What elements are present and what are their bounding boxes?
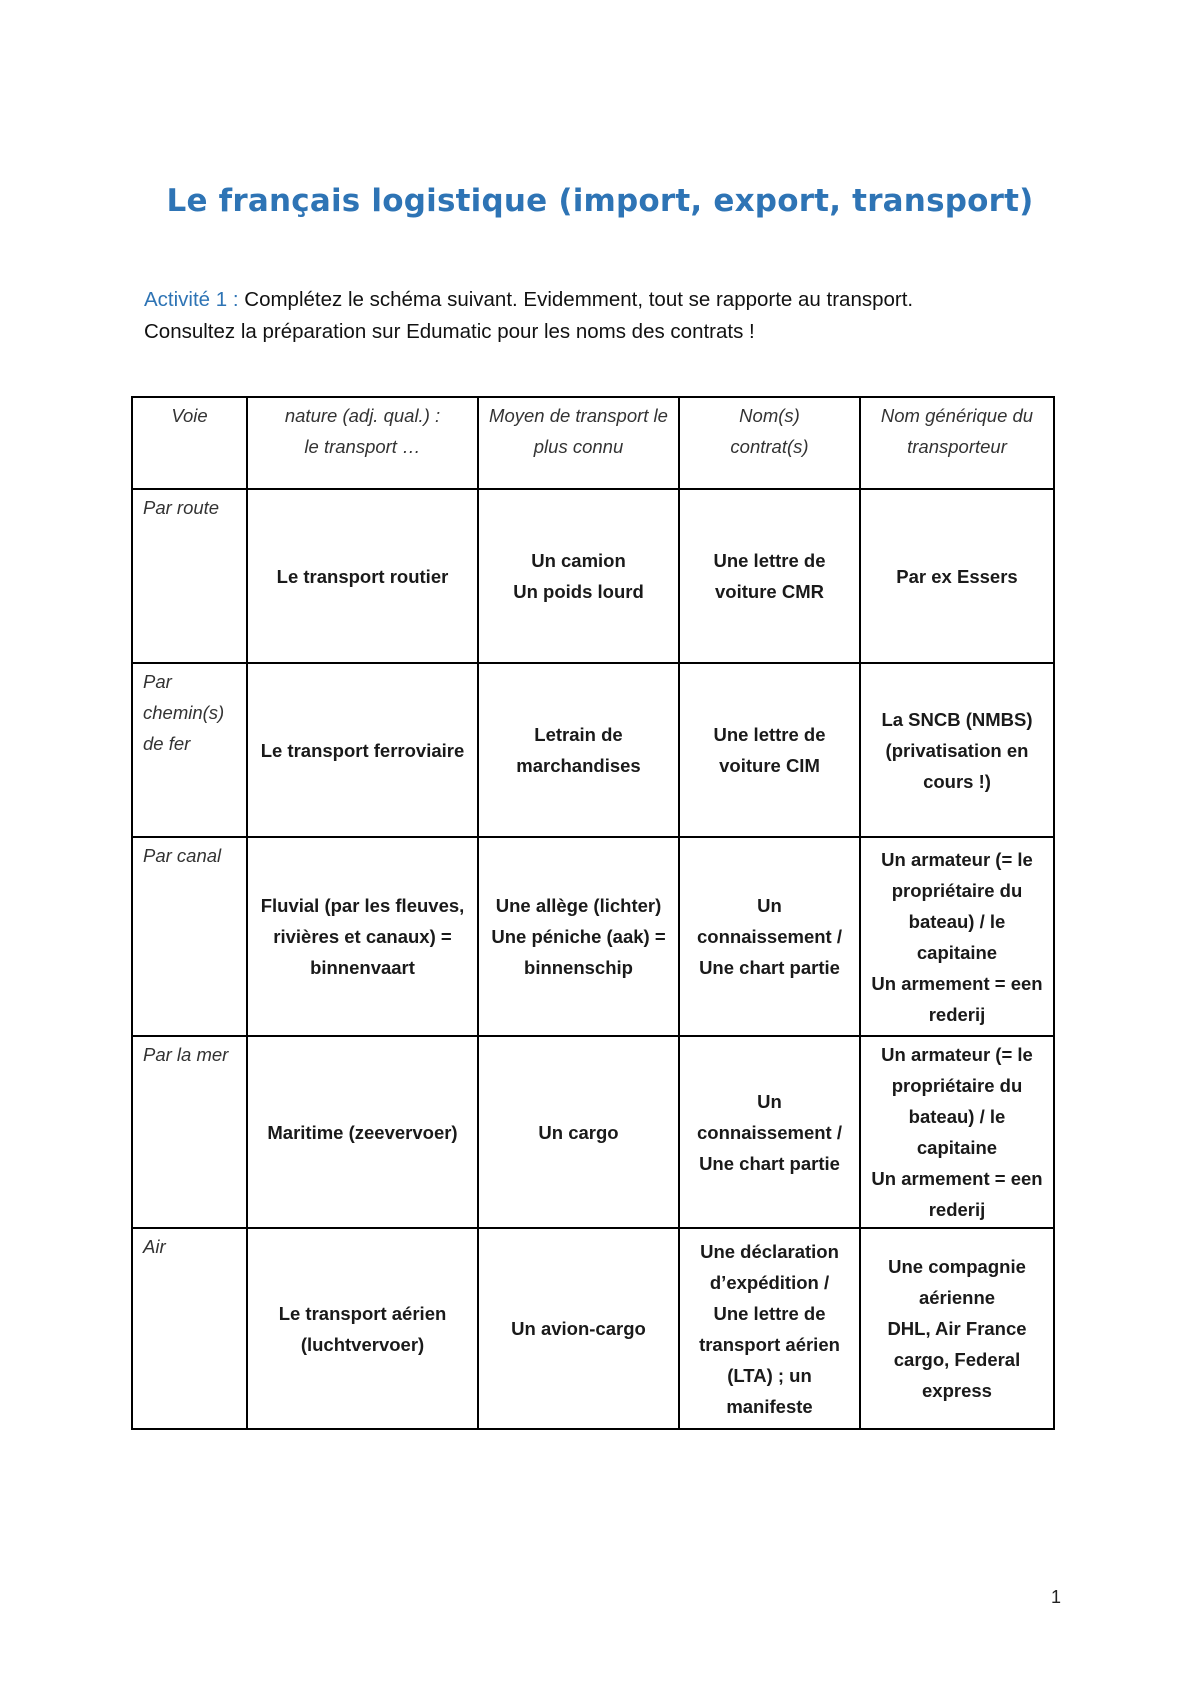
- cell-contrat-route: Une lettre de voiture CMR: [679, 489, 860, 663]
- cell-transporteur-mer-line-2: Un armement = een rederij: [871, 1168, 1043, 1220]
- cell-nature-rail: Le transport ferroviaire: [247, 663, 478, 837]
- cell-nature-mer: Maritime (zeevervoer): [247, 1036, 478, 1228]
- cell-contrat-air: Une déclaration d’expédition / Une lettre de transport aérien (LTA) ; un manifeste: [679, 1228, 860, 1429]
- header-nature-line-2: le transport …: [304, 436, 421, 457]
- cell-nature-air: [247, 1228, 478, 1429]
- cell-contrat-mer: Un connaissement / Une chart partie: [679, 1036, 860, 1228]
- header-contrat-line-2: contrat(s): [730, 436, 809, 457]
- cell-transporteur-rail: [860, 663, 1054, 837]
- cell-transporteur-canal-line-2: Un armement = een rederij: [871, 972, 1043, 1025]
- table-row: [132, 1228, 1054, 1429]
- cell-voie-air: Air: [132, 1228, 247, 1429]
- cell-voie-rail: Par chemin(s) de fer: [132, 663, 247, 837]
- cell-transporteur-mer-line-1: Un armateur (= le propriétaire du bateau) / le capitaine: [881, 1044, 1033, 1158]
- cell-contrat-canal: Un connaissement / Une chart partie: [679, 837, 860, 1036]
- table-row: [132, 489, 1054, 663]
- cell-moyen-rail: Letrain de marchandises: [478, 663, 679, 837]
- header-voie: Voie: [132, 397, 247, 489]
- activity-label: Activité 1 :: [144, 288, 239, 311]
- cell-transporteur-rail-line-1: La SNCB (NMBS): [881, 708, 1033, 730]
- cell-voie-mer: Par la mer: [132, 1036, 247, 1228]
- header-transporteur: Nom générique du transporteur: [860, 397, 1054, 489]
- instruction-line-1: [144, 284, 1084, 316]
- instruction-text-1: Complétez le schéma suivant. Evidemment, tout se rapporte au transport.: [244, 288, 914, 311]
- page-title: Le français logistique (import, export, transport): [166, 183, 1034, 219]
- table-row: [132, 1036, 1054, 1228]
- cell-moyen-route: [478, 489, 679, 663]
- page-number: 1: [1051, 1587, 1062, 1607]
- cell-nature-canal: Fluvial (par les fleuves, rivières et canaux) = binnenvaart: [247, 837, 478, 1036]
- instruction-line-2: Consultez la préparation sur Edumatic pour les noms des contrats !: [144, 320, 755, 343]
- cell-moyen-canal: [478, 837, 679, 1036]
- cell-moyen-route-line-1: Un camion: [531, 550, 626, 571]
- cell-transporteur-mer: [860, 1036, 1054, 1228]
- table-row: [132, 837, 1054, 1036]
- table-row: [132, 663, 1054, 837]
- header-nature: [247, 397, 478, 489]
- cell-moyen-canal-line-1: Une allège (lichter): [495, 895, 662, 916]
- cell-nature-air-line-2: (luchtvervoer): [300, 1333, 425, 1355]
- cell-moyen-canal-line-2: Une péniche (aak) = binnenschip: [491, 926, 666, 978]
- header-nature-line-1: nature (adj. qual.) :: [284, 405, 441, 426]
- transport-schema-table: [131, 396, 1055, 1430]
- cell-transporteur-air-line-1: Une compagnie aérienne: [888, 1256, 1026, 1308]
- header-contrat: [679, 397, 860, 489]
- cell-moyen-route-line-2: Un poids lourd: [513, 581, 644, 602]
- cell-transporteur-canal: [860, 837, 1054, 1036]
- cell-moyen-air: Un avion-cargo: [478, 1228, 679, 1429]
- header-moyen: Moyen de transport le plus connu: [478, 397, 679, 489]
- activity-instructions: [144, 284, 1084, 348]
- cell-transporteur-air-line-2: DHL, Air France cargo, Federal express: [887, 1318, 1027, 1401]
- cell-transporteur-rail-line-2: (privatisation en cours !): [885, 739, 1029, 792]
- cell-voie-canal: Par canal: [132, 837, 247, 1036]
- cell-nature-route: Le transport routier: [247, 489, 478, 663]
- cell-transporteur-route: Par ex Essers: [860, 489, 1054, 663]
- table-header-row: [132, 397, 1054, 489]
- cell-nature-air-line-1: Le transport aérien: [278, 1302, 447, 1324]
- cell-voie-route: Par route: [132, 489, 247, 663]
- header-contrat-line-1: Nom(s): [739, 405, 800, 426]
- cell-transporteur-canal-line-1: Un armateur (= le propriétaire du bateau) / le capitaine: [881, 848, 1033, 963]
- cell-contrat-rail: Une lettre de voiture CIM: [679, 663, 860, 837]
- cell-transporteur-air: [860, 1228, 1054, 1429]
- cell-moyen-mer: Un cargo: [478, 1036, 679, 1228]
